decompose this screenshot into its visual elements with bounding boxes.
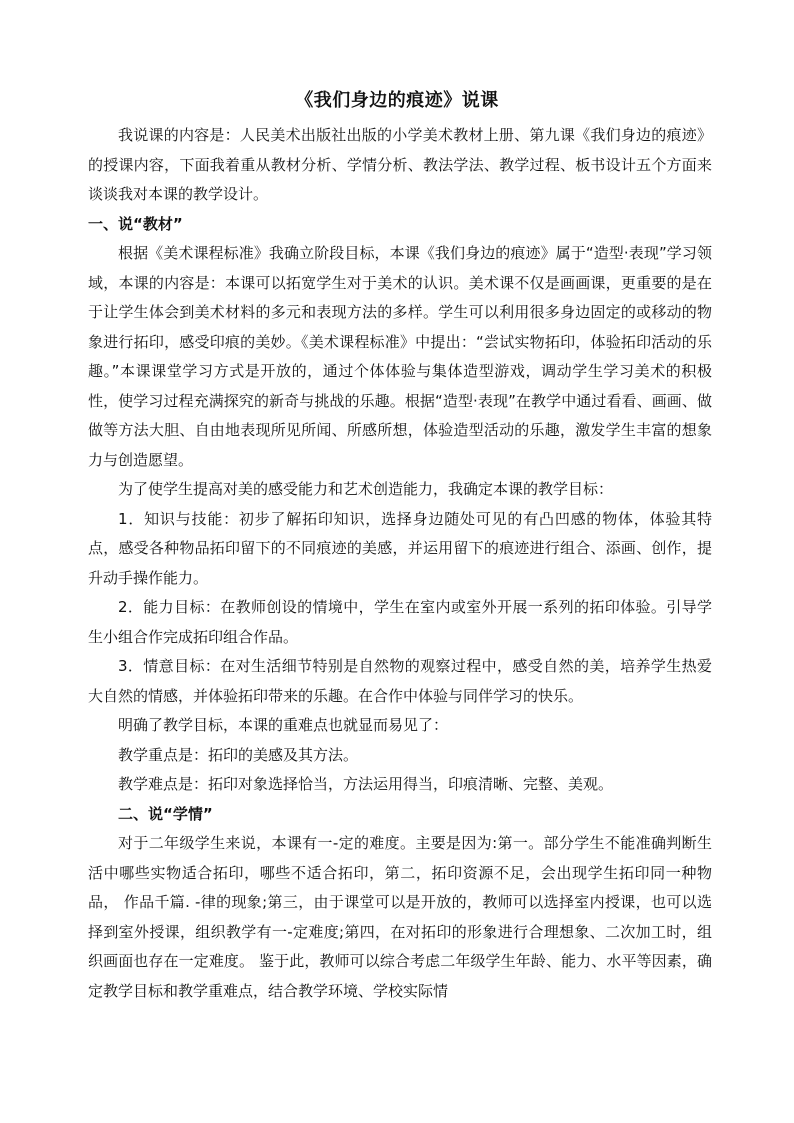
textbook-paragraph: 根据《美术课程标准》我确立阶段目标，本课《我们身边的痕迹》属于“造型·表现”学习领域，本课的内容是：本课可以拓宽学生对于美术的认识。美术课不仅是画画课，更重要的是在于让学生体会到美术材料的多元和表现方法的多样。学生可以利用很多身边固定的或移动的物象进行拓印，感受印痕的美妙。《美术课程标准》中提出：“尝试实物拓印，体验拓印活动的乐趣。”本课课堂学习方式是开放的，通过个体体验与集体造型游戏，调动学生学习美术的积极性，使学习过程充满探究的新奇与挑战的乐趣。根据“造型·表现”在教学中通过看看、画画、做做等方法大胆、自由地表现所见所闻、所感所想，体验造型活动的乐趣，激发学生丰富的想象力与创造愿望。	[88, 244, 712, 469]
teaching-key-point: 教学重点是：拓印的美感及其方法。	[118, 745, 359, 764]
key-points-intro: 明确了教学目标，本课的重难点也就显而易见了：	[118, 716, 449, 734]
learners-paragraph: 对于二年级学生来说，本课有一-定的难度。主要是因为:第一。部分学生不能准确判断生活中哪些实物适合拓印，哪些不适合拓印，第二，拓印资源不足，会出现学生拓印同一种物品， 作品千篇. -律的现象;第三，由于课堂可以是开放的，教师可以选择室内授课，也可以选择到室外授课，组织教学有一-定难度;第四，在对拓印的形象进行合理想象、二次加工时，组织画面也存在一定难度。 鉴于此，教师可以综合考虑二年级学生年龄、能力、水平等因素，确定教学目标和教学重难点，结合教学环境、学校实际情	[88, 834, 712, 1000]
goal-emotion: 3．情意目标：在对生活细节特别是自然物的观察过程中，感受自然的美，培养学生热爱大自然的情感，并体验拓印带来的乐趣。在合作中体验与同伴学习的快乐。	[88, 657, 712, 705]
document-body	[88, 121, 712, 1006]
intro-paragraph: 我说课的内容是：人民美术出版社出版的小学美术教材上册、第九课《我们身边的痕迹》的授课内容，下面我着重从教材分析、学情分析、教法学法、教学过程、板书设计五个方面来谈谈我对本课的教学设计。	[88, 126, 712, 203]
section-heading-learners: 二、说“学情”	[118, 804, 213, 823]
document-title: 《我们身边的痕迹》说课	[295, 90, 499, 111]
goals-intro-paragraph: 为了使学生提高对美的感受能力和艺术创造能力，我确定本课的教学目标：	[118, 480, 614, 498]
goal-ability: 2．能力目标：在教师创设的情境中，学生在室内或室外开展一系列的拓印体验。引导学生小组合作完成拓印组合作品。	[88, 598, 712, 646]
teaching-difficult-point: 教学难点是：拓印对象选择恰当，方法运用得当，印痕清晰、完整、美观。	[118, 775, 614, 793]
section-heading-textbook: 一、说“教材”	[88, 214, 183, 233]
goal-knowledge-skill: 1．知识与技能：初步了解拓印知识，选择身边随处可见的有凸凹感的物体，体验其特点，感受各种物品拓印留下的不同痕迹的美感，并运用留下的痕迹进行组合、添画、创作，提升动手操作能力。	[88, 509, 712, 587]
